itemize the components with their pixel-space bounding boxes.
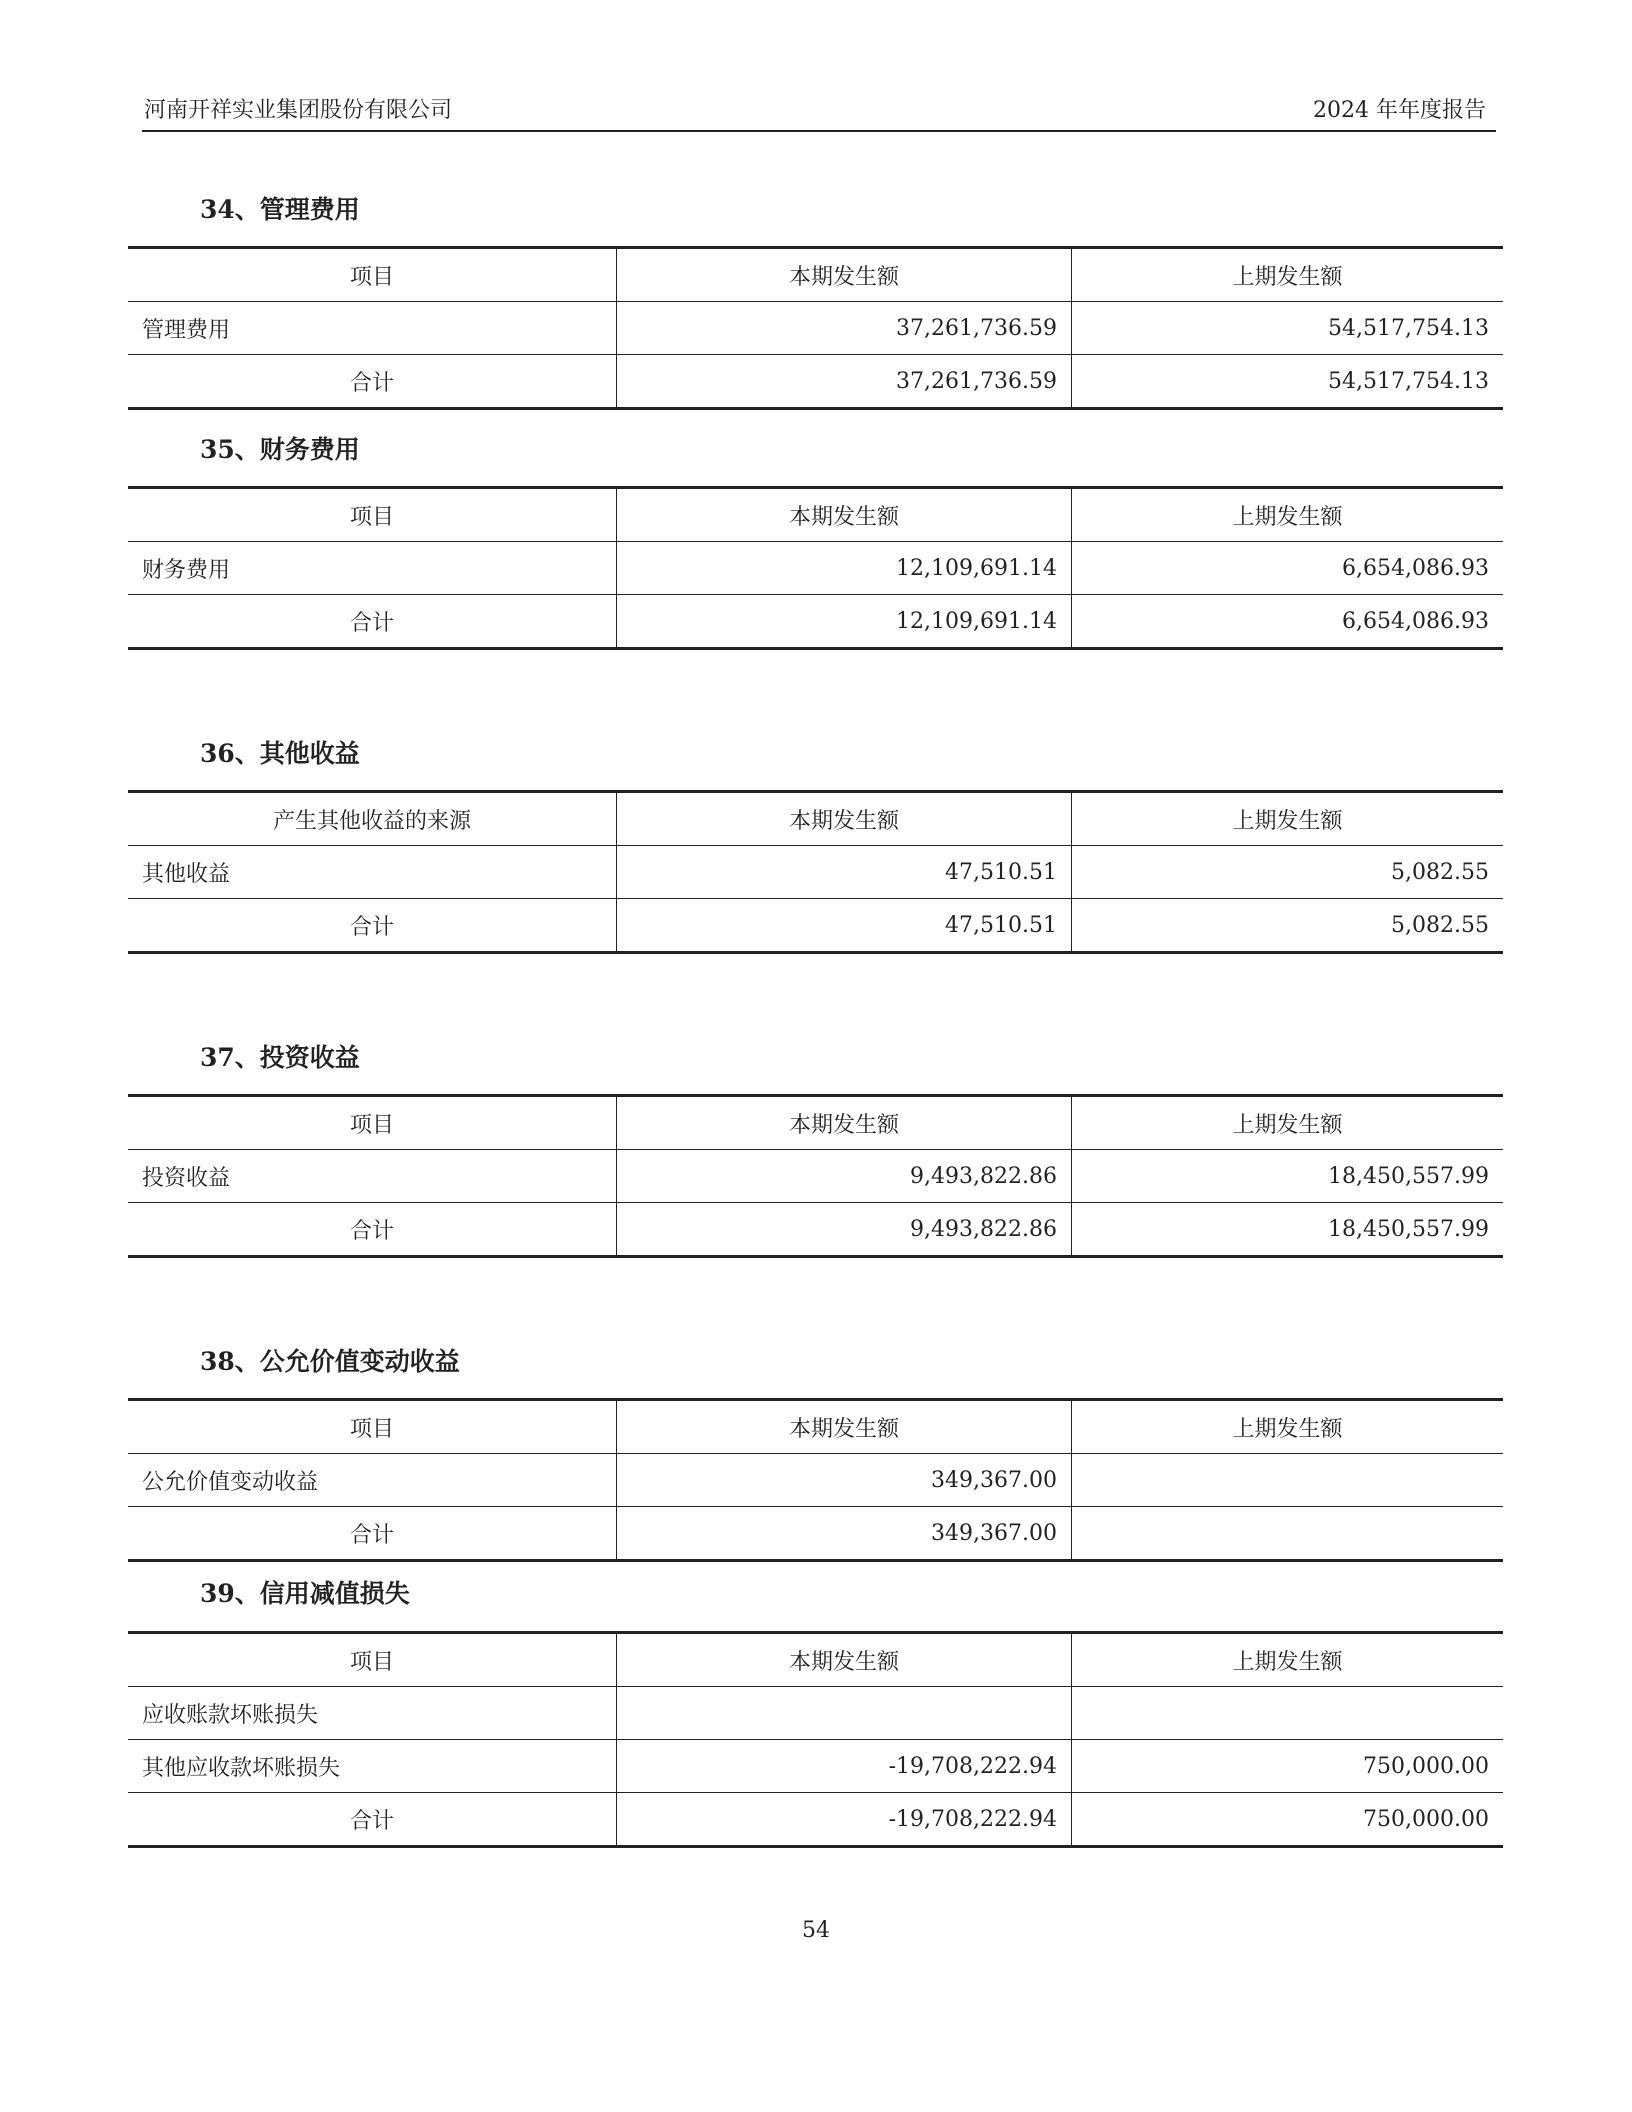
column-header: 本期发生额 xyxy=(617,488,1072,542)
previous-amount-cell: 18,450,557.99 xyxy=(1072,1150,1504,1203)
current-amount-cell: -19,708,222.94 xyxy=(617,1740,1072,1793)
column-header: 产生其他收益的来源 xyxy=(128,792,617,846)
current-amount-cell: 37,261,736.59 xyxy=(617,302,1072,355)
section-title: 34、管理费用 xyxy=(200,195,360,224)
page-header xyxy=(142,92,1496,132)
item-cell: 其他收益 xyxy=(128,846,617,899)
column-header: 本期发生额 xyxy=(617,1633,1072,1687)
current-amount-cell xyxy=(617,1687,1072,1740)
finance-expenses-table xyxy=(128,486,1503,650)
previous-amount-cell: 5,082.55 xyxy=(1072,899,1504,953)
section-title: 35、财务费用 xyxy=(200,435,360,464)
table-row xyxy=(128,542,1503,595)
table-row xyxy=(128,1454,1503,1507)
column-header: 本期发生额 xyxy=(617,792,1072,846)
column-header: 项目 xyxy=(128,488,617,542)
column-header: 上期发生额 xyxy=(1072,248,1504,302)
table-row xyxy=(128,1740,1503,1793)
previous-amount-cell: 54,517,754.13 xyxy=(1072,302,1504,355)
table-row xyxy=(128,1687,1503,1740)
current-amount-cell: 37,261,736.59 xyxy=(617,355,1072,409)
column-header: 本期发生额 xyxy=(617,1400,1072,1454)
column-header: 项目 xyxy=(128,1400,617,1454)
investment-income-table xyxy=(128,1094,1503,1258)
total-row xyxy=(128,1507,1503,1561)
total-row xyxy=(128,899,1503,953)
total-row xyxy=(128,355,1503,409)
previous-amount-cell xyxy=(1072,1687,1504,1740)
company-name: 河南开祥实业集团股份有限公司 xyxy=(144,98,453,123)
current-amount-cell: 12,109,691.14 xyxy=(617,542,1072,595)
column-header: 上期发生额 xyxy=(1072,488,1504,542)
total-label: 合计 xyxy=(128,1203,617,1257)
total-row xyxy=(128,1203,1503,1257)
total-label: 合计 xyxy=(128,899,617,953)
previous-amount-cell: 750,000.00 xyxy=(1072,1793,1504,1847)
column-header: 本期发生额 xyxy=(617,248,1072,302)
column-header: 项目 xyxy=(128,248,617,302)
table-header-row xyxy=(128,248,1503,302)
credit-impairment-table xyxy=(128,1631,1503,1848)
previous-amount-cell: 54,517,754.13 xyxy=(1072,355,1504,409)
section-title: 37、投资收益 xyxy=(200,1043,360,1072)
table-header-row xyxy=(128,1400,1503,1454)
table-row xyxy=(128,302,1503,355)
other-income-table xyxy=(128,790,1503,954)
column-header: 上期发生额 xyxy=(1072,1633,1504,1687)
section-title: 38、公允价值变动收益 xyxy=(200,1347,460,1376)
table-row xyxy=(128,1150,1503,1203)
table-row xyxy=(128,846,1503,899)
previous-amount-cell: 5,082.55 xyxy=(1072,846,1504,899)
table-header-row xyxy=(128,1096,1503,1150)
table-header-row xyxy=(128,488,1503,542)
total-label: 合计 xyxy=(128,595,617,649)
current-amount-cell: 349,367.00 xyxy=(617,1507,1072,1561)
column-header: 上期发生额 xyxy=(1072,792,1504,846)
column-header: 项目 xyxy=(128,1096,617,1150)
total-label: 合计 xyxy=(128,355,617,409)
total-label: 合计 xyxy=(128,1507,617,1561)
column-header: 本期发生额 xyxy=(617,1096,1072,1150)
previous-amount-cell: 6,654,086.93 xyxy=(1072,542,1504,595)
current-amount-cell: 47,510.51 xyxy=(617,846,1072,899)
current-amount-cell: 349,367.00 xyxy=(617,1454,1072,1507)
column-header: 项目 xyxy=(128,1633,617,1687)
item-cell: 应收账款坏账损失 xyxy=(128,1687,617,1740)
previous-amount-cell: 750,000.00 xyxy=(1072,1740,1504,1793)
total-label: 合计 xyxy=(128,1793,617,1847)
current-amount-cell: 9,493,822.86 xyxy=(617,1203,1072,1257)
item-cell: 公允价值变动收益 xyxy=(128,1454,617,1507)
column-header: 上期发生额 xyxy=(1072,1400,1504,1454)
section-title: 39、信用减值损失 xyxy=(200,1579,410,1608)
item-cell: 其他应收款坏账损失 xyxy=(128,1740,617,1793)
item-cell: 管理费用 xyxy=(128,302,617,355)
previous-amount-cell: 18,450,557.99 xyxy=(1072,1203,1504,1257)
previous-amount-cell xyxy=(1072,1507,1504,1561)
previous-amount-cell xyxy=(1072,1454,1504,1507)
table-header-row xyxy=(128,1633,1503,1687)
current-amount-cell: 12,109,691.14 xyxy=(617,595,1072,649)
total-row xyxy=(128,1793,1503,1847)
current-amount-cell: -19,708,222.94 xyxy=(617,1793,1072,1847)
admin-expenses-table xyxy=(128,246,1503,410)
report-title: 2024 年年度报告 xyxy=(1313,98,1486,123)
current-amount-cell: 9,493,822.86 xyxy=(617,1150,1072,1203)
column-header: 上期发生额 xyxy=(1072,1096,1504,1150)
current-amount-cell: 47,510.51 xyxy=(617,899,1072,953)
table-header-row xyxy=(128,792,1503,846)
previous-amount-cell: 6,654,086.93 xyxy=(1072,595,1504,649)
total-row xyxy=(128,595,1503,649)
page-number: 54 xyxy=(802,1918,830,1943)
item-cell: 财务费用 xyxy=(128,542,617,595)
section-title: 36、其他收益 xyxy=(200,739,360,768)
fair-value-change-table xyxy=(128,1398,1503,1562)
item-cell: 投资收益 xyxy=(128,1150,617,1203)
